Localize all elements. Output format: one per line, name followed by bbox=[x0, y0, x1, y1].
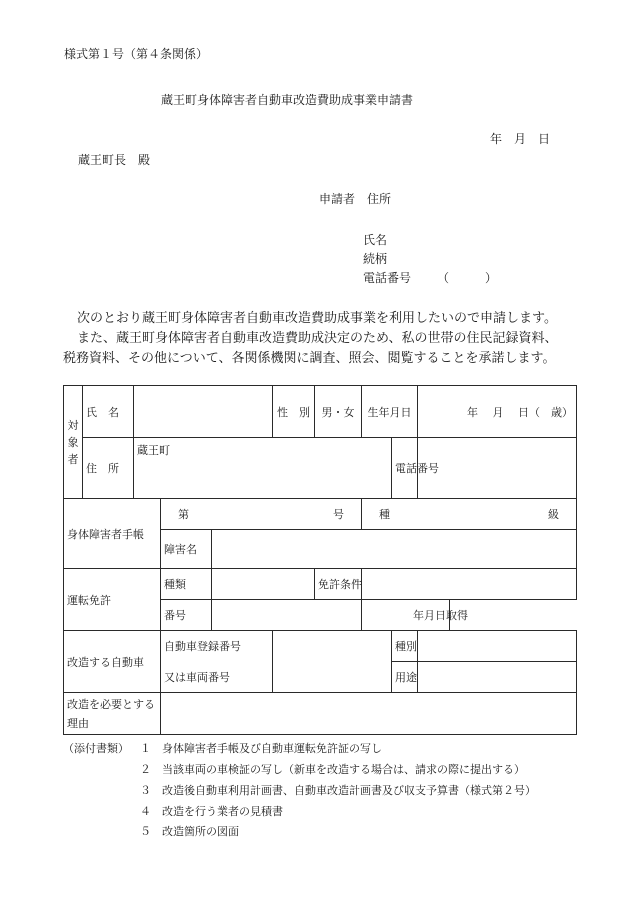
license-date[interactable]: 年 月 日取得 bbox=[362, 600, 450, 631]
attachment-item-5: ５ 改造箇所の図面 bbox=[140, 825, 239, 838]
applicant-address-label: 申請者 住所 bbox=[319, 192, 392, 206]
license-condition-label: 免許条件 bbox=[315, 569, 362, 600]
phone-label: 電話番号 bbox=[392, 438, 418, 499]
vehicle-kind-label: 種別 bbox=[392, 631, 418, 662]
sex-value[interactable]: 男・女 bbox=[315, 386, 362, 438]
vehicle-reg-label-1: 自動車登録番号 bbox=[161, 631, 273, 662]
body-line-2: また、蔵王町身体障害者自動車改造費助成決定のため、私の世帯の住民記録資料、 bbox=[77, 331, 558, 346]
vehicle-label: 改造する自動車 bbox=[64, 631, 161, 693]
reason-field[interactable] bbox=[161, 693, 577, 735]
application-table bbox=[63, 385, 577, 735]
attachment-item-3: ３ 改造後自動車利用計画書、自動車改造計画書及び収支予算書（様式第２号） bbox=[140, 784, 536, 797]
address-label: 住 所 bbox=[83, 438, 134, 499]
applicant-phone-label: 電話番号 bbox=[363, 271, 412, 285]
name-label: 氏 名 bbox=[83, 386, 134, 438]
attachment-item-2: ２ 当該車両の車検証の写し（新車を改造する場合は、請求の際に提出する） bbox=[140, 763, 525, 776]
applicant-name-label: 氏名 bbox=[363, 233, 388, 247]
body-line-3: 税務資料、その他について、各関係機関に調査、照会、閲覧することを承諾します。 bbox=[63, 351, 556, 366]
handbook-number[interactable]: 第 号 bbox=[161, 499, 362, 530]
vehicle-use-label: 用途 bbox=[392, 662, 418, 693]
vehicle-use-field[interactable] bbox=[418, 662, 577, 693]
handbook-grade[interactable]: 種 級 bbox=[362, 499, 577, 530]
disability-label: 障害名 bbox=[161, 530, 212, 569]
address-field[interactable]: 蔵王町 bbox=[134, 438, 392, 499]
phone-field[interactable] bbox=[418, 438, 577, 499]
vehicle-reg-label-2: 又は車両番号 bbox=[161, 662, 273, 693]
license-type-label: 種類 bbox=[161, 569, 212, 600]
disability-field[interactable] bbox=[212, 530, 577, 569]
license-condition-field[interactable] bbox=[362, 569, 577, 600]
license-type-field[interactable] bbox=[212, 569, 315, 600]
vehicle-reg-field[interactable] bbox=[273, 631, 392, 693]
reason-label: 改造を必要とする理由 bbox=[64, 693, 161, 735]
license-label: 運転免許 bbox=[64, 569, 161, 631]
subject-label: 対象者 bbox=[64, 386, 83, 499]
handbook-label: 身体障害者手帳 bbox=[64, 499, 161, 569]
form-number: 様式第１号（第４条関係） bbox=[64, 47, 209, 61]
document-title: 蔵王町身体障害者自動車改造費助成事業申請書 bbox=[161, 93, 414, 107]
attachment-item-1: １ 身体障害者手帳及び自動車運転免許証の写し bbox=[140, 742, 382, 755]
name-field[interactable] bbox=[134, 386, 273, 438]
sex-label: 性 別 bbox=[273, 386, 315, 438]
birth-label: 生年月日 bbox=[362, 386, 418, 438]
attachment-item-4: ４ 改造を行う業者の見積書 bbox=[140, 805, 283, 818]
body-line-1: 次のとおり蔵王町身体障害者自動車改造費助成事業を利用したいので申請します。 bbox=[77, 311, 557, 326]
license-number-label: 番号 bbox=[161, 600, 212, 631]
license-number-field[interactable] bbox=[212, 600, 362, 631]
vehicle-kind-field[interactable] bbox=[418, 631, 577, 662]
birth-value[interactable]: 年 月 日（ 歳） bbox=[418, 386, 577, 438]
attachments-label: （添付書類） bbox=[63, 742, 129, 755]
addressee: 蔵王町長 殿 bbox=[78, 153, 151, 167]
applicant-relation-label: 続柄 bbox=[363, 252, 388, 266]
date-line: 年 月 日 bbox=[490, 132, 551, 146]
applicant-phone-paren: （ ） bbox=[437, 271, 498, 285]
